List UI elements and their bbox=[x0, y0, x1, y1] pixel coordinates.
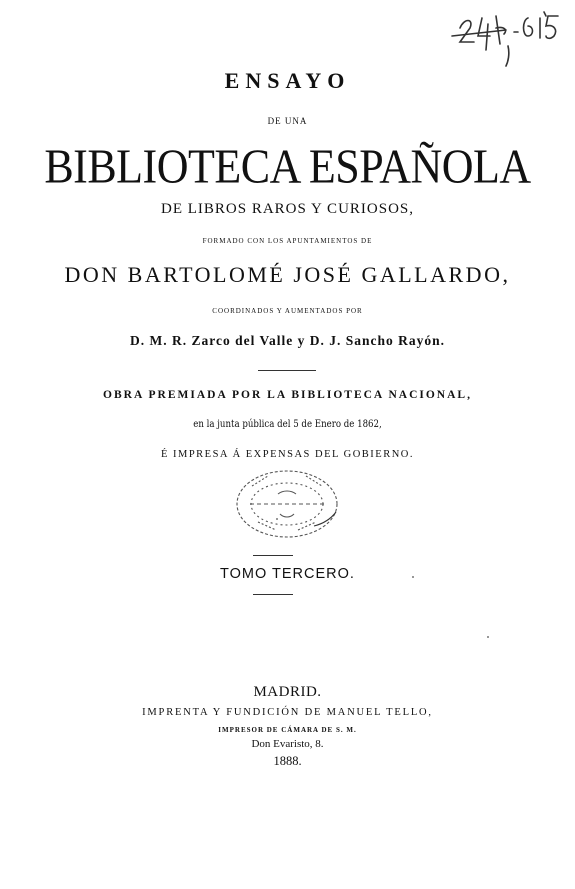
divider-3 bbox=[253, 594, 293, 595]
speck bbox=[276, 518, 278, 520]
address-line: Don Evaristo, 8. bbox=[251, 738, 324, 750]
impresa-line: É IMPRESA Á EXPENSAS DEL GOBIERNO. bbox=[160, 449, 415, 460]
divider-1 bbox=[258, 370, 316, 371]
divider-2 bbox=[253, 555, 293, 556]
printer-title-line: IMPRESOR DE CÁMARA DE S. M. bbox=[218, 726, 357, 734]
speck bbox=[487, 636, 489, 638]
handwritten-call-number bbox=[448, 6, 568, 68]
place-madrid: MADRID. bbox=[253, 684, 322, 700]
volume-label: TOMO TERCERO. bbox=[220, 566, 355, 582]
coordinated-line: COORDINADOS Y AUMENTADOS POR bbox=[212, 307, 363, 315]
year-line: 1888. bbox=[273, 754, 302, 768]
speck bbox=[412, 576, 414, 578]
junta-line: en la junta pública del 5 de Enero de 1862, bbox=[193, 418, 382, 430]
main-title: BIBLIOTECA ESPAÑOLA bbox=[44, 139, 531, 194]
editors-line: D. M. R. Zarco del Valle y D. J. Sancho Rayón. bbox=[129, 333, 446, 348]
award-line: OBRA PREMIADA POR LA BIBLIOTECA NACIONAL, bbox=[103, 389, 472, 401]
formado-line: FORMADO CON LOS APUNTAMIENTOS DE bbox=[202, 237, 373, 245]
printer-line: IMPRENTA Y FUNDICIÓN DE MANUEL TELLO, bbox=[142, 707, 433, 718]
subtitle-de-una: DE UNA bbox=[267, 116, 308, 126]
author-name: DON BARTOLOMÉ JOSÉ GALLARDO, bbox=[64, 262, 511, 287]
library-stamp-seal bbox=[228, 464, 346, 544]
subtitle-libros: DE LIBROS RAROS Y CURIOSOS, bbox=[160, 201, 414, 217]
title-ensayo: ENSAYO bbox=[224, 68, 351, 93]
